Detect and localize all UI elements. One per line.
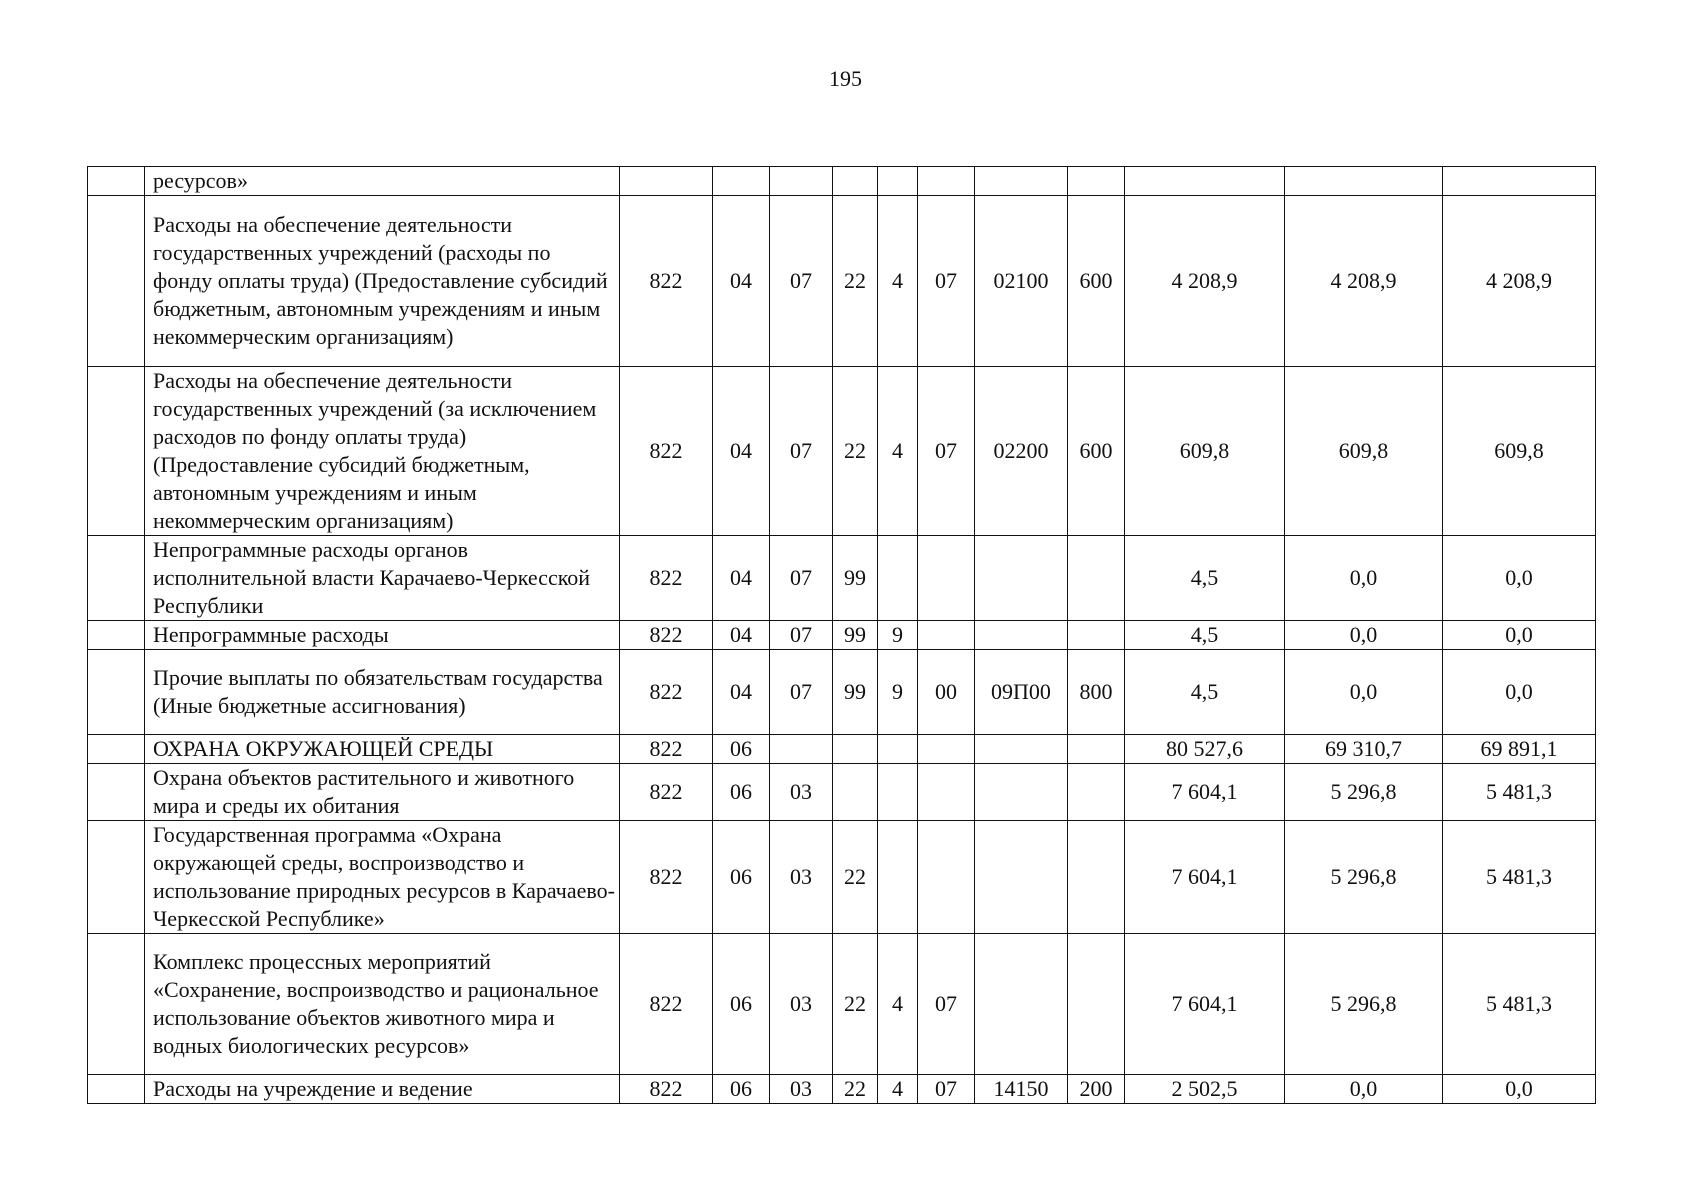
amount-2026: 5 481,3 [1443,821,1596,934]
amount-2025: 0,0 [1285,650,1443,735]
amount-2025: 609,8 [1285,367,1443,536]
table-row [88,621,1596,650]
subsection-code: 03 [770,1075,833,1104]
program-code [833,167,878,196]
direction-code [975,821,1068,934]
program-code: 22 [833,821,878,934]
amount-2025: 5 296,8 [1285,821,1443,934]
event-code [918,536,975,621]
row-number-cell [88,621,145,650]
amount-2024: 609,8 [1125,367,1285,536]
subprogram-code [878,536,918,621]
budget-table [87,166,1596,1104]
amount-2024: 80 527,6 [1125,735,1285,764]
section-code: 04 [713,536,770,621]
row-number-cell [88,934,145,1075]
expense-type-code: 800 [1068,650,1125,735]
page-number: 195 [829,66,862,91]
amount-2024: 7 604,1 [1125,934,1285,1075]
expense-name: ресурсов» [145,167,620,196]
table-row [88,934,1596,1075]
subprogram-code: 4 [878,934,918,1075]
ministry-code: 822 [620,1075,713,1104]
expense-name: Расходы на учреждение и ведение [145,1075,620,1104]
table-row [88,536,1596,621]
row-number-cell [88,735,145,764]
event-code: 07 [918,367,975,536]
expense-type-code [1068,764,1125,821]
expense-name: Расходы на обеспечение деятельности государственных учреждений (за исключением расходов по фонду оплаты труда) (Предоставление субсидий бюджетным, автономным учреждениям и иным некоммерческим организациям) [145,367,620,536]
expense-type-code [1068,934,1125,1075]
expense-name: Охрана объектов растительного и животного мира и среды их обитания [145,764,620,821]
table-row [88,764,1596,821]
table-row [88,196,1596,367]
table-row [88,1075,1596,1104]
ministry-code: 822 [620,621,713,650]
table-row [88,167,1596,196]
event-code: 00 [918,650,975,735]
program-code [833,735,878,764]
subsection-code: 03 [770,764,833,821]
subprogram-code: 9 [878,621,918,650]
direction-code: 02100 [975,196,1068,367]
program-code: 22 [833,367,878,536]
section-code: 04 [713,367,770,536]
event-code [918,764,975,821]
expense-name: Непрограммные расходы органов исполнительной власти Карачаево-Черкесской Республики [145,536,620,621]
event-code [918,821,975,934]
amount-2024: 4,5 [1125,650,1285,735]
program-code: 22 [833,1075,878,1104]
amount-2026 [1443,167,1596,196]
table-row [88,821,1596,934]
expense-type-code [1068,735,1125,764]
amount-2025: 5 296,8 [1285,934,1443,1075]
amount-2025: 69 310,7 [1285,735,1443,764]
event-code: 07 [918,196,975,367]
amount-2024: 7 604,1 [1125,764,1285,821]
amount-2026: 5 481,3 [1443,934,1596,1075]
expense-name: Расходы на обеспечение деятельности государственных учреждений (расходы по фонду оплаты труда) (Предоставление субсидий бюджетным, автономным учреждениям и иным некоммерческим организациям) [145,196,620,367]
amount-2026: 69 891,1 [1443,735,1596,764]
row-number-cell [88,367,145,536]
expense-type-code [1068,167,1125,196]
subsection-code: 07 [770,536,833,621]
expense-type-code [1068,621,1125,650]
row-number-cell [88,821,145,934]
row-number-cell [88,536,145,621]
direction-code [975,621,1068,650]
expense-name: ОХРАНА ОКРУЖАЮЩЕЙ СРЕДЫ [145,735,620,764]
event-code [918,621,975,650]
expense-name: Прочие выплаты по обязательствам государства (Иные бюджетные ассигнования) [145,650,620,735]
subprogram-code [878,735,918,764]
row-number-cell [88,167,145,196]
row-number-cell [88,650,145,735]
direction-code [975,167,1068,196]
amount-2024: 4 208,9 [1125,196,1285,367]
direction-code: 02200 [975,367,1068,536]
amount-2024 [1125,167,1285,196]
event-code: 07 [918,934,975,1075]
expense-type-code: 200 [1068,1075,1125,1104]
ministry-code [620,167,713,196]
section-code: 06 [713,735,770,764]
ministry-code: 822 [620,196,713,367]
program-code: 22 [833,934,878,1075]
expense-name: Комплекс процессных мероприятий «Сохранение, воспроизводство и рациональное использование объектов животного мира и водных биологических ресурсов» [145,934,620,1075]
ministry-code: 822 [620,764,713,821]
section-code: 04 [713,621,770,650]
expense-name: Непрограммные расходы [145,621,620,650]
amount-2025: 4 208,9 [1285,196,1443,367]
subprogram-code: 4 [878,1075,918,1104]
section-code: 06 [713,821,770,934]
direction-code: 14150 [975,1075,1068,1104]
program-code: 99 [833,536,878,621]
amount-2026: 5 481,3 [1443,764,1596,821]
table-body [88,167,1596,1104]
program-code: 99 [833,650,878,735]
ministry-code: 822 [620,367,713,536]
subsection-code: 03 [770,821,833,934]
amount-2025: 5 296,8 [1285,764,1443,821]
subprogram-code [878,167,918,196]
program-code [833,764,878,821]
subsection-code: 07 [770,621,833,650]
amount-2024: 2 502,5 [1125,1075,1285,1104]
event-code [918,167,975,196]
subprogram-code [878,764,918,821]
amount-2024: 4,5 [1125,536,1285,621]
ministry-code: 822 [620,821,713,934]
direction-code [975,735,1068,764]
direction-code: 09П00 [975,650,1068,735]
program-code: 22 [833,196,878,367]
amount-2026: 0,0 [1443,621,1596,650]
expense-type-code [1068,821,1125,934]
subprogram-code: 9 [878,650,918,735]
expense-type-code [1068,536,1125,621]
table-row [88,367,1596,536]
subsection-code: 07 [770,650,833,735]
table-row [88,735,1596,764]
direction-code [975,934,1068,1075]
event-code: 07 [918,1075,975,1104]
expense-name: Государственная программа «Охрана окружающей среды, воспроизводство и использование природных ресурсов в Карачаево-Черкесской Республике» [145,821,620,934]
ministry-code: 822 [620,934,713,1075]
amount-2025: 0,0 [1285,1075,1443,1104]
expense-type-code: 600 [1068,196,1125,367]
subprogram-code [878,821,918,934]
row-number-cell [88,764,145,821]
amount-2025 [1285,167,1443,196]
section-code: 06 [713,764,770,821]
row-number-cell [88,1075,145,1104]
amount-2026: 0,0 [1443,650,1596,735]
section-code: 06 [713,1075,770,1104]
subprogram-code: 4 [878,196,918,367]
program-code: 99 [833,621,878,650]
section-code: 04 [713,650,770,735]
expense-type-code: 600 [1068,367,1125,536]
subsection-code: 07 [770,367,833,536]
direction-code [975,536,1068,621]
amount-2026: 609,8 [1443,367,1596,536]
row-number-cell [88,196,145,367]
section-code: 04 [713,196,770,367]
amount-2026: 0,0 [1443,1075,1596,1104]
section-code: 06 [713,934,770,1075]
subsection-code [770,735,833,764]
ministry-code: 822 [620,536,713,621]
amount-2026: 0,0 [1443,536,1596,621]
event-code [918,735,975,764]
amount-2024: 7 604,1 [1125,821,1285,934]
subsection-code: 03 [770,934,833,1075]
amount-2025: 0,0 [1285,621,1443,650]
subsection-code [770,167,833,196]
section-code [713,167,770,196]
ministry-code: 822 [620,735,713,764]
amount-2025: 0,0 [1285,536,1443,621]
amount-2026: 4 208,9 [1443,196,1596,367]
amount-2024: 4,5 [1125,621,1285,650]
subprogram-code: 4 [878,367,918,536]
direction-code [975,764,1068,821]
table-row [88,650,1596,735]
ministry-code: 822 [620,650,713,735]
subsection-code: 07 [770,196,833,367]
